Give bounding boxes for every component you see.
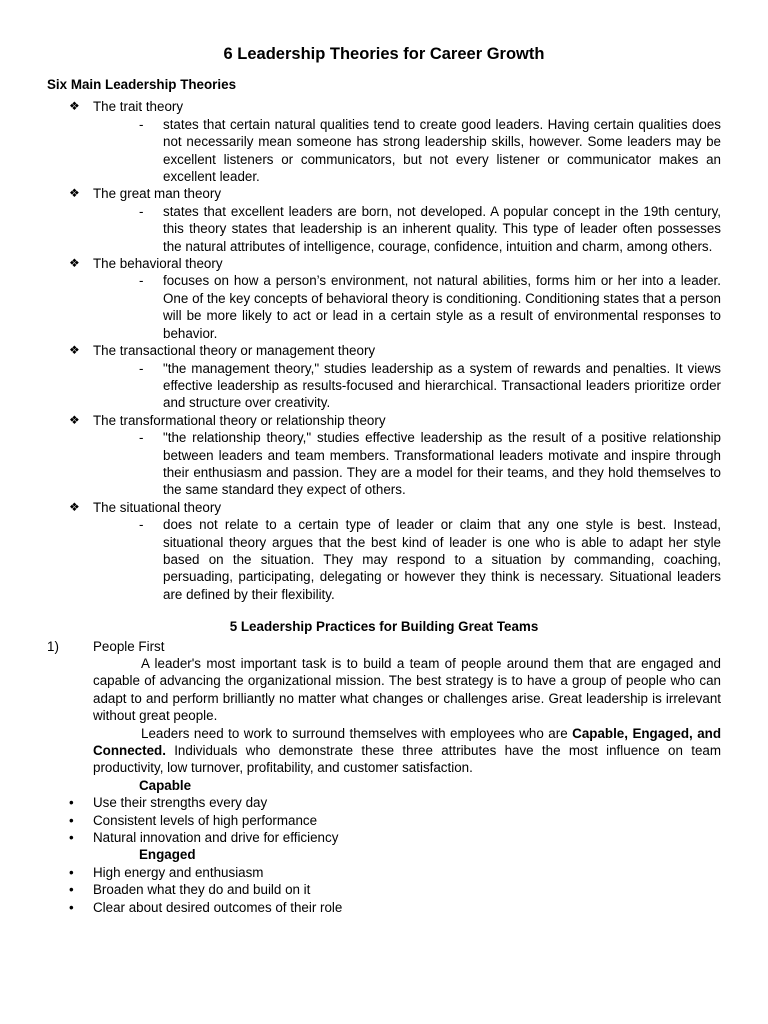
dash-marker: - xyxy=(139,203,144,219)
diamond-bullet-icon: ❖ xyxy=(69,343,80,358)
section-heading-practices: 5 Leadership Practices for Building Great Teams xyxy=(229,619,539,635)
dash-marker: - xyxy=(139,430,144,446)
list-item-text: Natural innovation and drive for efficiency xyxy=(93,830,339,846)
diamond-bullet-icon: ❖ xyxy=(69,256,80,271)
theory-item xyxy=(47,185,721,255)
list-item xyxy=(47,794,721,811)
capable-list xyxy=(47,794,721,846)
theory-item xyxy=(47,499,721,603)
list-item xyxy=(47,899,721,916)
theory-item xyxy=(47,98,721,185)
dash-marker: - xyxy=(139,273,144,289)
theory-description: states that certain natural qualities tend to create good leaders. Having certain qualities does not necessarily mean someone has strong leadership skills, however. Some leaders may be excellent listeners or communicators, but not every listener or communicator makes an excellent leader. xyxy=(163,116,721,185)
bullet-icon: • xyxy=(69,899,74,915)
dash-marker: - xyxy=(139,517,144,533)
list-item xyxy=(47,864,721,881)
theory-description: "the management theory," studies leadership as a system of rewards and penalties. It views effective leadership as results-focused and hierarchical. Transactional leaders prioritize order and structure over creativity. xyxy=(163,360,721,411)
dash-marker: - xyxy=(139,360,144,376)
dash-marker: - xyxy=(139,116,144,132)
theory-description: does not relate to a certain type of leader or claim that any one style is best. Instead, situational theory argues that the best kind of leader is one who is able to adapt her style based on the situation. They may respond to a situation by commanding, coaching, persuading, participating, delegating or however they think is necessary. Situational leaders are defined by their flexibility. xyxy=(163,517,721,602)
theory-description: states that excellent leaders are born, not developed. A popular concept in the 19th century, this theory states that leadership is an inherent quality. This type of leader often possesses the natural attributes of intelligence, courage, confidence, intuition and charm, among others. xyxy=(163,203,721,254)
bold-emphasis: Capable, Engaged, and Connected. xyxy=(93,725,722,759)
paragraph-text: Leaders need to work to surround themselves with employees who are xyxy=(141,725,573,741)
list-item xyxy=(47,829,721,846)
paragraph-text: Individuals who demonstrate these three attributes have the most influence on team productivity, low turnover, profitability, and customer satisfaction. xyxy=(93,743,721,776)
list-item-text: Clear about desired outcomes of their role xyxy=(93,899,343,915)
bullet-icon: • xyxy=(69,795,74,811)
bullet-icon: • xyxy=(69,864,74,880)
theory-name: The transformational theory or relationship theory xyxy=(93,412,386,428)
theory-name: The transactional theory or management theory xyxy=(93,343,376,359)
paragraph xyxy=(47,725,721,777)
theory-item xyxy=(47,255,721,342)
theory-name: The situational theory xyxy=(93,499,222,515)
theory-description: "the relationship theory," studies effective leadership as the result of a positive relationship between leaders and team members. Transformational leaders motivate and inspire through their enthusiasm and passion. They are a model for their teams, and they hold themselves to the same standard they expect of others. xyxy=(163,430,721,498)
item-title: People First xyxy=(93,638,165,654)
list-item xyxy=(47,881,721,898)
theory-item xyxy=(47,342,721,412)
numbered-item-heading xyxy=(47,638,721,655)
list-item-text: Broaden what they do and build on it xyxy=(93,882,311,898)
section-heading-theories: Six Main Leadership Theories xyxy=(47,77,237,92)
bullet-icon: • xyxy=(69,830,74,846)
engaged-list xyxy=(47,864,721,916)
theory-description: focuses on how a person’s environment, not natural abilities, forms him or her into a leader. One of the key concepts of behavioral theory is conditioning. Conditioning states that a person will be more likely to act or lead in a certain style as a result of environmental responses to behavior. xyxy=(163,273,721,341)
diamond-bullet-icon: ❖ xyxy=(69,99,80,114)
theories-list xyxy=(47,98,721,603)
document-title: 6 Leadership Theories for Career Growth xyxy=(223,45,545,63)
list-item-text: High energy and enthusiasm xyxy=(93,864,264,880)
list-item xyxy=(47,812,721,829)
bullet-icon: • xyxy=(69,882,74,898)
diamond-bullet-icon: ❖ xyxy=(69,499,80,514)
theory-name: The behavioral theory xyxy=(93,256,223,272)
bullet-icon: • xyxy=(69,812,74,828)
list-item-text: Consistent levels of high performance xyxy=(93,812,318,828)
subheading-engaged: Engaged xyxy=(139,847,196,863)
list-item-text: Use their strengths every day xyxy=(93,795,268,811)
diamond-bullet-icon: ❖ xyxy=(69,186,80,201)
item-number: 1) xyxy=(47,638,59,654)
theory-item xyxy=(47,412,721,499)
theory-name: The great man theory xyxy=(93,186,222,202)
subheading-capable: Capable xyxy=(139,777,192,793)
diamond-bullet-icon: ❖ xyxy=(69,412,80,427)
theory-name: The trait theory xyxy=(93,99,184,115)
paragraph: A leader's most important task is to build a team of people around them that are engaged and capable of advancing the organizational mission. The best strategy is to have a group of people who can adapt to and perform brilliantly no matter what changes or challenges arise. Great leadership is irrelevant without great people. xyxy=(93,656,721,724)
